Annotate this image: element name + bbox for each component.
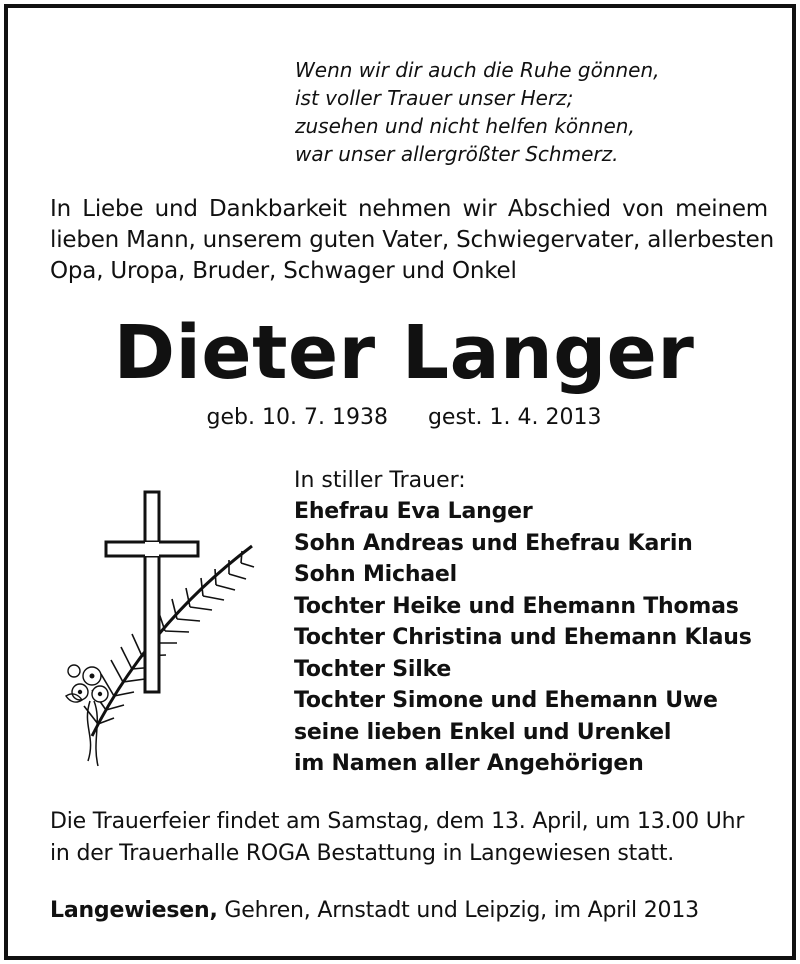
poem-line: war unser allergrößter Schmerz. <box>295 142 619 166</box>
life-dates <box>8 403 800 433</box>
ceremony-info <box>50 806 744 870</box>
family-member: im Namen aller Angehörigen <box>294 751 644 776</box>
ceremony-line: Die Trauerfeier findet am Samstag, dem 13. April, um 13.00 Uhr <box>50 809 745 834</box>
family-member: Tochter Simone und Ehemann Uwe <box>294 688 718 713</box>
closing-rest: Gehren, Arnstadt und Leipzig, im April 2013 <box>217 898 699 923</box>
family-member: Sohn Michael <box>294 562 457 587</box>
family-member: Tochter Heike und Ehemann Thomas <box>294 593 739 619</box>
cross-with-palm-branch-icon <box>52 486 262 776</box>
family-members <box>294 496 752 780</box>
obituary-notice <box>4 4 796 960</box>
closing-place: Langewiesen, <box>50 898 218 923</box>
death-date: gest. 1. 4. 2013 <box>427 405 602 430</box>
mourners-list <box>294 466 752 780</box>
family-member: Ehefrau Eva Langer <box>294 499 533 524</box>
intro-text <box>50 194 775 287</box>
poem <box>295 56 660 168</box>
ceremony-line: in der Trauerhalle ROGA Bestattung in Langewiesen statt. <box>50 841 675 866</box>
closing-line <box>50 896 699 926</box>
family-member: Sohn Andreas und Ehefrau Karin <box>294 530 693 556</box>
family-member: Tochter Silke <box>294 656 452 682</box>
intro-line: lieben Mann, unserem guten Vater, Schwiegervater, allerbesten <box>50 227 775 253</box>
deceased-name: Dieter Langer <box>113 310 695 396</box>
intro-line: Opa, Uropa, Bruder, Schwager und Onkel <box>50 258 517 284</box>
poem-line: ist voller Trauer unser Herz; <box>295 86 574 110</box>
poem-line: Wenn wir dir auch die Ruhe gönnen, <box>295 58 660 82</box>
family-member: seine lieben Enkel und Urenkel <box>294 719 672 745</box>
birth-date: geb. 10. 7. 1938 <box>206 405 388 430</box>
family-member: Tochter Christina und Ehemann Klaus <box>294 625 752 650</box>
mourners-heading: In stiller Trauer: <box>294 468 466 493</box>
intro-line: In Liebe und Dankbarkeit nehmen wir Abschied von meinem <box>50 196 768 222</box>
poem-line: zusehen und nicht helfen können, <box>295 114 635 138</box>
